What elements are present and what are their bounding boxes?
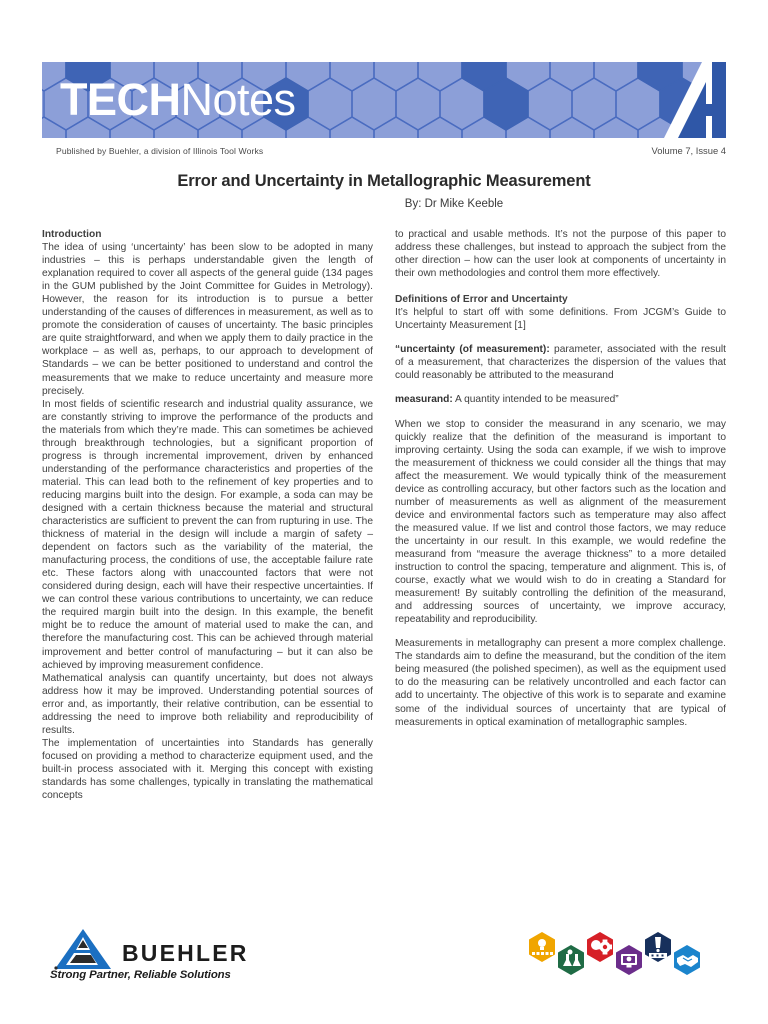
buehler-wordmark: BUEHLER [122,940,249,966]
paragraph: When we stop to consider the measurand in any scenario, we may quickly realize that the definition of the measurand is important to improving certainty. Using the soda can example, if we wish to improve the measurement of thickness we could consider all the things that may affect the measurement. We would typically think of the measurement device as controlling accuracy, but other factors such as the location and number of measurements as well as alignment of the measurement device and environmental factors such as temperature may also affect the measured value. If we list and control those factors, we may reduce the uncertainty in our result. In this example, we would redefine the measurand from “measure the average thickness” to a more detailed instruction to control the spacing, temperature and alignment. This is, of course, exactly what we would wish to do in creating a Standard for measurement! By suitably controlling the definition of the measurand, and addressing sources of uncertainty, we improve accuracy, repeatability and reproducibility. [395,418,726,626]
monitor-hex-icon [616,945,642,975]
definition-term: measurand: [395,394,453,406]
paragraph: It’s helpful to start off with some definitions. From JCGM’s Guide to Uncertainty Measurement [1] [395,307,726,332]
byline: By: Dr Mike Keeble [404,198,504,210]
buehler-triangle-icon [54,928,112,970]
definition-text: A quantity intended to be measured” [452,394,619,406]
paragraph: The idea of using ‘uncertainty’ has been slow to be adopted in many industries – this is perhaps understandable given the length of explanation required to cover all aspects of the general guide (134 pages in the GUM published by the Joint Committee for Guides in Metrology). However, the reason for its introduction is to pursue a better understanding of the causes of differences in measurement, as well as to promote the consideration of causes of uncertainty. The basic principles are quite straightforward, and when we apply them to daily practice in the workplace – as well as, perhaps, to our approach to development of Standards – we can be better positioned to understand and control the measurements that we make to reduce uncertainty and measure more precisely. [42,242,373,397]
footer-hexagon-icons [522,928,732,988]
heading-definitions: Definitions of Error and Uncertainty [395,294,568,306]
buehler-a-logo-icon [586,62,726,138]
paragraph: to practical and usable methods. It’s not the purpose of this paper to address these challenges, but instead to approach the subject from the other direction – how can the user look at components of uncertainty in their own methodologies and control them more effectively. [395,229,726,280]
definition-text: parameter, associated with the result of a measurement, that characterizes the dispersion of the values that could reasonably be attributed to the measurand [395,344,726,382]
right-column [395,228,726,802]
paragraph: The implementation of uncertainties into Standards has generally focused on providing a method to characterize equipment used, and the built-in process associated with it. Merging this concept with existing standards has some challenges, typically in translating the mathematical concepts [42,737,373,802]
definition-term: “uncertainty (of measurement): [395,344,550,356]
left-column [42,228,373,802]
paragraph: Measurements in metallography can present a more complex challenge. The standards aim to define the measurand, but the condition of the item being measured (the polished specimen), as well as the equipment used to do the measuring can be relatively uncontrolled and each factor can add to uncertainty. The objective of this work is to separate and examine some of the individual sources of uncertainty that are typical of measurements in optical examination of metallographic samples. [395,638,726,728]
buehler-tagline: Strong Partner, Reliable Solutions [50,969,231,981]
paragraph: Mathematical analysis can quantify uncertainty, but does not always address how it may be improved. Understanding potential sources of error and, as importantly, their relative contribution, can be essential to addressing the need to improve both reliability and reproducibility of results. [42,672,373,736]
published-by-line: Published by Buehler, a division of Illinois Tool Works [56,146,264,156]
heading-introduction: Introduction [42,229,102,240]
gear-hex-icon [587,932,613,962]
masthead-title [60,69,296,131]
buehler-footer-logo [48,928,278,986]
masthead-banner [42,62,726,138]
volume-issue-label: Volume 7, Issue 4 [651,145,726,156]
masthead-title-notes: Notes [180,74,296,125]
masthead-title-tech: TECH [60,74,181,125]
handshake-hex-icon [674,945,700,975]
paragraph: In most fields of scientific research and industrial quality assurance, we are constantly striving to improve the performance of the products and the materials from which they’re made. This can sometimes be achieved through breakthrough technologies, but a significant proportion of progress is through incremental improvement, driven by enhanced understanding of the performance characteristics and properties of the material. This can lead both to the refinement of key properties and to reducing margins built into the design. For example, a soda can may be designed with a certain thickness because the material and structural characteristics are sufficient to prevent the can from rupturing in use. The thickness of material in the design will include a margin of safety – dependent on factors such as the variability of the material, the manufacturing process, the conditions of use, the acceptable failure rate etc. These factors along with unaccounted factors that were not considered during design, each will have their respective uncertainties. If we can control these various contributions to uncertainty, we can reduce the required margin built into the design. In this example, the benefit might be to reduce the amount of material used to make the can, and therefore the manufacturing cost. This can be achieved through material improvement and better control of manufacturing – but it can also be achieved by improving measurement confidence. [42,398,373,671]
award-hex-icon [645,932,671,962]
definition-uncertainty [395,343,726,382]
article-body [42,228,726,802]
definition-measurand [395,393,726,406]
page-title: Error and Uncertainty in Metallographic Measurement [177,172,591,190]
beakers-hex-icon [558,945,584,975]
lightbulb-hex-icon [529,932,555,962]
